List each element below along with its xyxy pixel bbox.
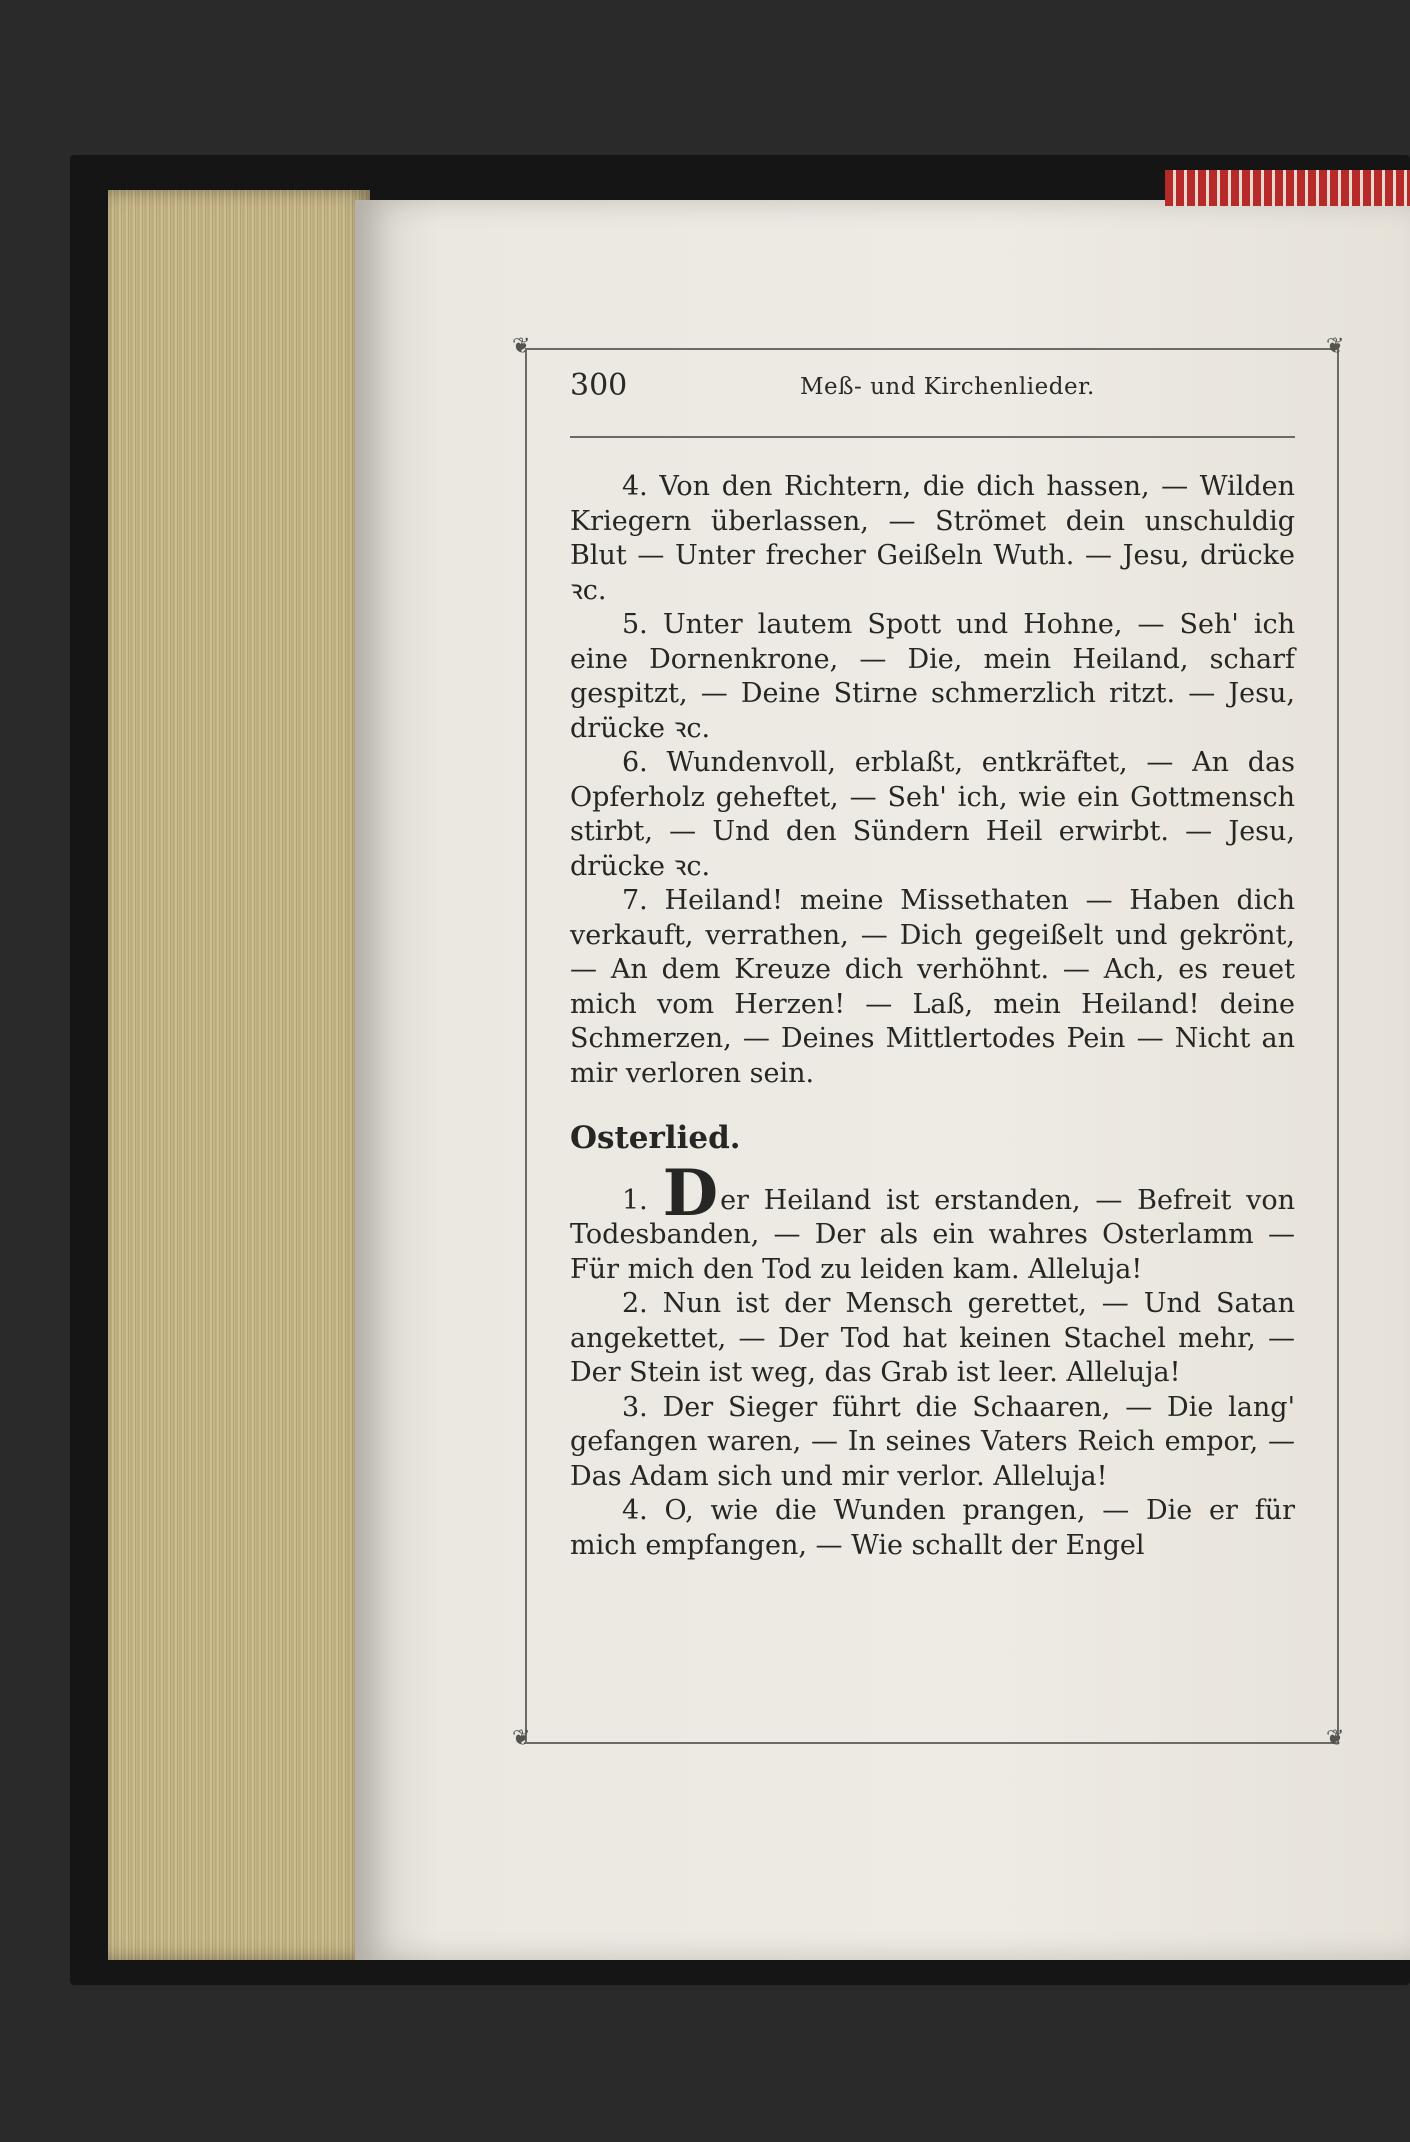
verse: 6. Wundenvoll, erblaßt, entkräftet, — An das Opferholz geheftet, — Seh' ich, wie ein Gottmensch stirbt, — Und den Sündern Heil erwirbt. — Jesu, drücke ꝛc. xyxy=(570,747,1295,882)
page-number: 300 xyxy=(570,368,628,403)
corner-ornament-icon: ❦ xyxy=(1326,1726,1345,1751)
section-title: Osterlied. xyxy=(570,1120,741,1156)
corner-ornament-icon: ❦ xyxy=(1326,334,1345,359)
verse-number: 1. xyxy=(622,1184,648,1216)
running-head: Meß- und Kirchenlieder. xyxy=(800,374,1095,400)
corner-ornament-icon: ❦ xyxy=(512,1726,531,1751)
verse: 3. Der Sieger führt die Schaaren, — Die lang' gefangen waren, — In seines Vaters Reich empor, — Das Adam sich und mir verlor. Alleluja! xyxy=(570,1391,1295,1492)
verse-first xyxy=(570,1155,1295,1288)
text-block xyxy=(570,470,1295,1563)
drop-cap: D xyxy=(662,1155,719,1231)
verse: 7. Heiland! meine Missethaten — Haben dich verkauft, verrathen, — Dich gegeißelt und gekrönt, — An dem Kreuze dich verhöhnt. — Ach, es reuet mich vom Herzen! — Laß, mein Heiland! deine Schmerzen, — Deines Mittlertodes Pein — Nicht an mir verloren sein. xyxy=(570,885,1295,1089)
verse: 4. Von den Richtern, die dich hassen, — Wilden Kriegern überlassen, — Strömet dein unschuldig Blut — Unter frecher Geißeln Wuth. — Jesu, drücke ꝛc. xyxy=(570,471,1295,606)
ribbon-bookmark xyxy=(1165,170,1410,206)
header-rule xyxy=(570,436,1295,438)
verse: 5. Unter lautem Spott und Hohne, — Seh' ich eine Dornenkrone, — Die, mein Heiland, scharf gespitzt, — Deine Stirne schmerzlich ritzt. — Jesu, drücke ꝛc. xyxy=(570,609,1295,744)
verse: 2. Nun ist der Mensch gerettet, — Und Satan angekettet, — Der Tod hat keinen Stachel mehr, — Der Stein ist weg, das Grab ist leer. Alleluja! xyxy=(570,1288,1295,1388)
corner-ornament-icon: ❦ xyxy=(512,334,531,359)
page-edges xyxy=(108,190,370,1960)
verse: 4. O, wie die Wunden prangen, — Die er für mich empfangen, — Wie schallt der Engel xyxy=(570,1495,1295,1561)
verse-text: er Heiland ist erstanden, — Befreit von Todesbanden, — Der als ein wahres Osterlamm — Für mich den Tod zu leiden kam. Alleluja! xyxy=(570,1184,1295,1285)
